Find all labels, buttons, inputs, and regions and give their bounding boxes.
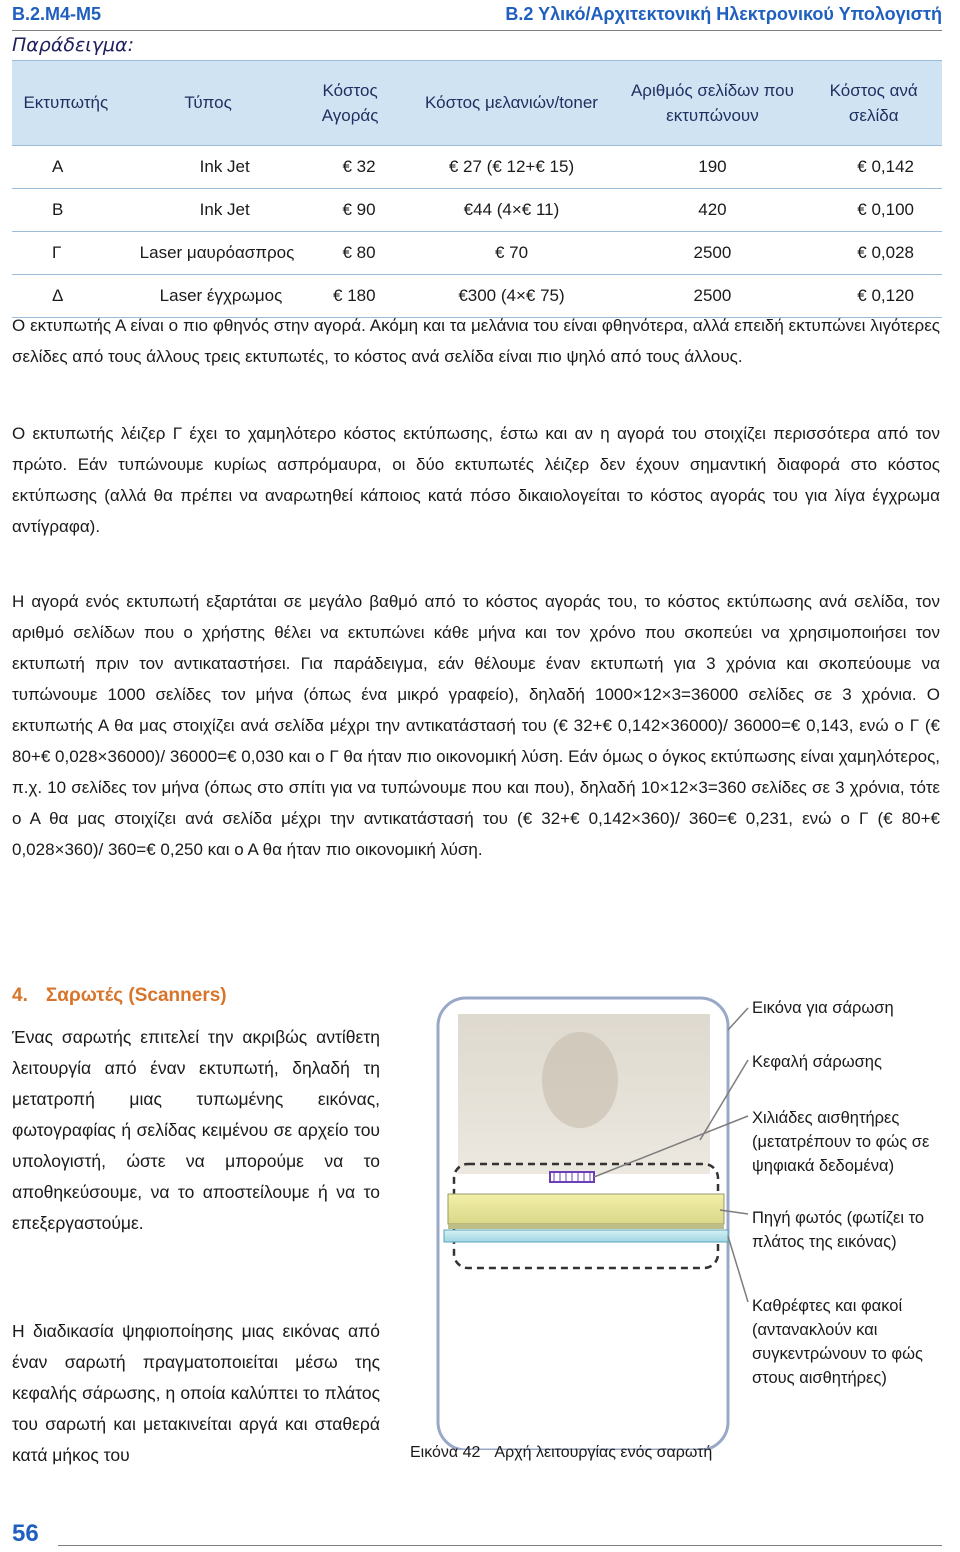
example-label: Παράδειγμα:: [12, 34, 134, 56]
callout-scan-image: Εικόνα για σάρωση: [752, 999, 894, 1017]
cell-printer: Α: [12, 146, 120, 189]
callout-mirrors: Καθρέφτες και φακοί (αντανακλούν και συγκεντρώνουν το φώς στους αισθητήρες): [752, 1297, 923, 1387]
paragraph-scanner-intro: Ένας σαρωτής επιτελεί την ακριβώς αντίθετη λειτουργία από έναν εκτυπωτή, δηλαδή τη μετατροπή μιας τυπωμένης εικόνας, φωτογραφίας ή σελίδας κειμένου σε αρχείο του υπολογιστή, ώστε να μπορούμε να το αποθηκεύσουμε, να το αποστείλουμε ή να το επεξεργαστούμε.: [12, 1027, 380, 1233]
paragraph-printer-a: Ο εκτυπωτής Α είναι ο πιο φθηνός στην αγορά. Ακόμη και τα μελάνια του είναι φθηνότερα, αλλά επειδή εκτυπώνει λιγότερες σελίδες από τους άλλους τρεις εκτυπωτές, το κόστος ανά σελίδα είναι πιο ψηλό από τους άλλους.: [12, 316, 940, 366]
caption-number: Εικόνα 42: [410, 1444, 481, 1461]
cell-printer: Δ: [12, 275, 120, 318]
cell-pages: 2500: [619, 232, 805, 275]
cell-purchase: € 32: [297, 146, 404, 189]
callout-light-source: Πηγή φωτός (φωτίζει το πλάτος της εικόνας): [752, 1209, 925, 1251]
callout-scan-head: Κεφαλή σάρωσης: [752, 1053, 882, 1071]
figure-caption: [410, 1444, 712, 1462]
cell-purchase: € 80: [297, 232, 404, 275]
header-code: Β.2.Μ4-Μ5: [12, 4, 102, 24]
col-pages: Αριθμός σελίδων που εκτυπώνουν: [619, 61, 805, 146]
cell-purchase: € 90: [297, 189, 404, 232]
paragraph-scanner-process: Η διαδικασία ψηφιοποίησης μιας εικόνας από έναν σαρωτή πραγματοποιείται μέσω της κεφαλής σάρωσης, η οποία καλύπτει το πλάτος του σαρωτή και μετακινείται αργά και σταθερά κατά μήκος του: [12, 1321, 380, 1465]
cell-per-page: € 0,120: [805, 275, 942, 318]
col-ink: Κόστος μελανιών/toner: [404, 61, 620, 146]
cell-per-page: € 0,142: [805, 146, 942, 189]
callout-sensors: Χιλιάδες αισθητήρες (μετατρέπουν το φώς σε ψηφιακά δεδομένα): [752, 1109, 930, 1175]
cell-type: Ink Jet: [120, 189, 297, 232]
table-row: [12, 232, 942, 275]
cell-per-page: € 0,100: [805, 189, 942, 232]
table-header-row: [12, 61, 942, 146]
cell-type: Laser μαυρόασπρος: [120, 232, 297, 275]
light-source: [448, 1194, 724, 1224]
section-heading: [12, 985, 227, 1007]
page-header: [12, 2, 942, 31]
cell-ink: € 27 (€ 12+€ 15): [404, 146, 620, 189]
cell-per-page: € 0,028: [805, 232, 942, 275]
caption-text: Αρχή λειτουργίας ενός σαρωτή: [494, 1444, 713, 1461]
cell-type: Laser έγχρωμος: [120, 275, 297, 318]
paragraph-printer-c: Ο εκτυπωτής λέιζερ Γ έχει το χαμηλότερο κόστος εκτύπωσης, έστω και αν η αγορά του στοιχίζει περισσότερα από τον πρώτο. Εάν τυπώνουμε κυρίως ασπρόμαυρα, οι δύο εκτυπωτές λέιζερ δεν έχουν σημαντική διαφορά στο κόστος εκτύπωσης (αλλά θα πρέπει να αναρωτηθεί κάποιος κατά πόσο δικαιολογείται το κόστος αγοράς του για λίγα έγχρωμα αντίγραφα).: [12, 424, 940, 536]
table-row: [12, 189, 942, 232]
paragraph-purchase-factors: Η αγορά ενός εκτυπωτή εξαρτάται σε μεγάλο βαθμό από το κόστος αγοράς του, το κόστος εκτύπωσης ανά σελίδα, τον αριθμό σελίδων που ο χρήστης θέλει να εκτυπώνει κάθε μήνα και τον χρόνο που σκοπεύει να χρησιμοποιήσει τον εκτυπωτή πριν τον αντικαταστήσει. Για παράδειγμα, εάν θέλουμε έναν εκτυπωτή για 3 χρόνια και σκοπεύουμε να τυπώνουμε 1000 σελίδες τον μήνα (όπως ένα μικρό γραφείο), δηλαδή 1000×12×3=36000 σελίδες σε 3 χρόνια. Ο εκτυπωτής Α θα μας στοιχίζει ανά σελίδα μέχρι την αντικατάστασή του (€ 32+€ 0,142×36000)/ 36000=€ 0,143, ενώ ο Γ (€ 80+€ 0,028×36000)/ 36000=€ 0,030 και ο Γ θα ήταν πιο οικονομική λύση. Εάν όμως ο όγκος εκτύπωσης είναι χαμηλότερος, π.χ. 10 σελίδες τον μήνα (όπως στο σπίτι για να τυπώνουμε που και που), δηλαδή 10×12×3=360 σελίδες σε 3 χρόνια, τότε ο Α θα μας στοιχίζει ανά σελίδα μέχρι την αντικατάστασή του (€ 32+€ 0,142×360)/ 360=€ 0,231, ενώ ο Γ (€ 80+€ 0,028×360)/ 360=€ 0,250 και ο Α θα ήταν πιο οικονομική λύση.: [12, 592, 940, 859]
footer-divider: [58, 1545, 942, 1546]
col-purchase: Κόστος Αγοράς: [297, 61, 404, 146]
col-printer: Εκτυπωτής: [12, 61, 120, 146]
section-number: 4.: [12, 985, 28, 1006]
scanner-figure: [400, 990, 956, 1450]
printer-cost-table: [12, 60, 942, 318]
section-title: Σαρωτές (Scanners): [45, 985, 227, 1006]
cell-printer: Β: [12, 189, 120, 232]
page-number: 56: [12, 1520, 39, 1547]
cell-pages: 190: [619, 146, 805, 189]
cell-type: Ink Jet: [120, 146, 297, 189]
cell-pages: 420: [619, 189, 805, 232]
table-row: [12, 146, 942, 189]
cell-ink: €300 (4×€ 75): [404, 275, 620, 318]
mirrors-lenses: [444, 1230, 728, 1242]
col-per-page: Κόστος ανά σελίδα: [805, 61, 942, 146]
col-type: Τύπος: [120, 61, 297, 146]
cell-ink: €44 (4×€ 11): [404, 189, 620, 232]
cell-pages: 2500: [619, 275, 805, 318]
cell-purchase: € 180: [297, 275, 404, 318]
header-title: Β.2 Υλικό/Αρχιτεκτονική Ηλεκτρονικού Υπολογιστή: [505, 4, 942, 24]
cell-ink: € 70: [404, 232, 620, 275]
cell-printer: Γ: [12, 232, 120, 275]
